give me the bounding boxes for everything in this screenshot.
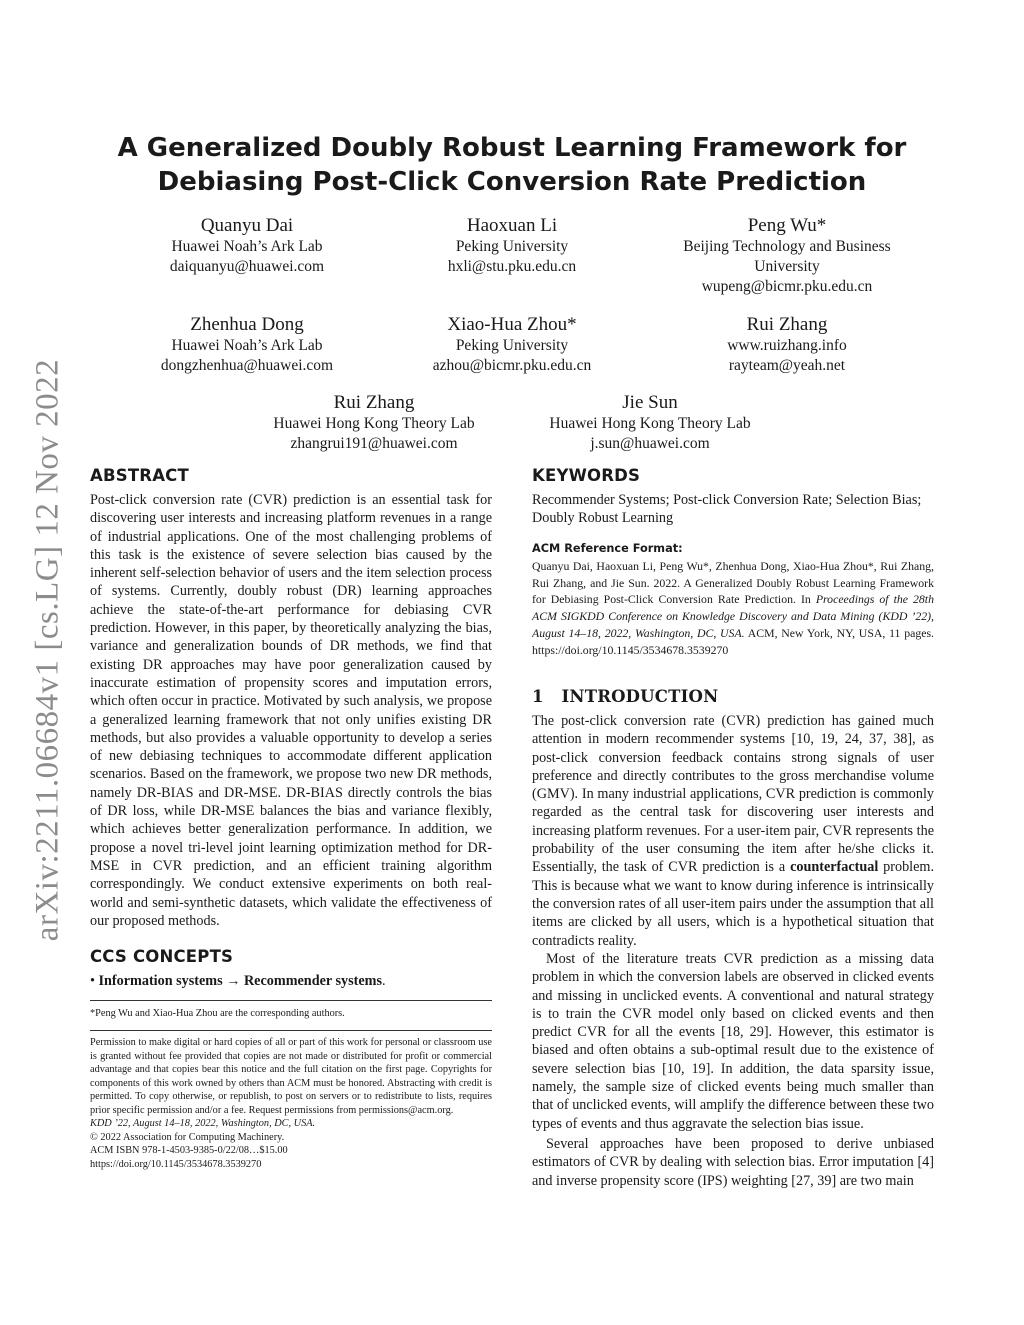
author-block bbox=[377, 215, 647, 277]
intro-paragraph-3: Several approaches have been proposed to derive unbiased estimators of CVR by dealing with selection bias. Error imputation [4] and inverse propensity score (IPS) weighting [27, 39] are two main bbox=[532, 1136, 934, 1189]
author-block bbox=[515, 392, 785, 454]
author-affiliation: Peking University bbox=[455, 337, 569, 354]
intro-emphasis: counterfactual bbox=[790, 859, 879, 876]
author-email: rayteam@yeah.net bbox=[728, 357, 846, 374]
permission-block bbox=[90, 1036, 492, 1171]
isbn-line: ACM ISBN 978-1-4503-9385-0/22/08…$15.00 bbox=[90, 1145, 288, 1156]
author-block bbox=[652, 215, 922, 297]
author-affiliation: Huawei Hong Kong Theory Lab bbox=[273, 415, 475, 432]
intro-text: The post-click conversion rate (CVR) prediction has gained much attention in modern recommender systems [10, 19, 24, 37, 38], as post-click conversion feedback contains strong signals of user preference and directly contributes to the gross merchandise volume (GMV). In many industrial applications, CVR prediction is commonly regarded as the central task for discovering user interests and increasing platform revenues. For a user-item pair, CVR represents the probability of the user consuming the item after he/she clicks it. Essentially, the task of CVR prediction is a bbox=[532, 713, 934, 876]
intro-paragraph-2: Most of the literature treats CVR prediction as a missing data problem in which the conversion labels are observed in clicked events and missing in unclicked events. A conventional and natural strategy is to train the CVR model only based on clicked events and then predict CVR for all the events [18, 29]. However, this estimator is biased and often obtains a sub-optimal result due to the existence of severe selection bias [10, 19]. In addition, the data sparsity issue, namely, the sample size of clicked events being much smaller than that of unclicked events, will amplify the difference between these two types of events and thus aggravate the selection bias issue. bbox=[532, 951, 934, 1132]
keywords-heading: KEYWORDS bbox=[532, 466, 641, 485]
ccs-heading: CCS CONCEPTS bbox=[90, 947, 234, 966]
author-block bbox=[112, 314, 382, 376]
footnote-divider bbox=[90, 1000, 492, 1001]
author-email: wupeng@bicmr.pku.edu.cn bbox=[701, 278, 873, 295]
doi-line[interactable]: https://doi.org/10.1145/3534678.3539270 bbox=[90, 1158, 262, 1170]
keywords-text: Recommender Systems; Post-click Conversion Rate; Selection Bias; Doubly Robust Learning bbox=[532, 492, 922, 527]
author-affiliation: Beijing Technology and Business bbox=[683, 238, 891, 255]
copyright-line: © 2022 Association for Computing Machinery. bbox=[90, 1131, 285, 1143]
author-name: Haoxuan Li bbox=[466, 215, 558, 236]
author-website: www.ruizhang.info bbox=[727, 337, 847, 354]
acm-reference-text bbox=[532, 558, 934, 658]
author-block bbox=[377, 314, 647, 376]
introduction-heading: 1 INTRODUCTION bbox=[532, 687, 719, 706]
ccs-item: Recommender systems bbox=[243, 973, 382, 989]
permission-divider bbox=[90, 1030, 492, 1031]
author-email: j.sun@huawei.com bbox=[590, 435, 710, 452]
author-block bbox=[112, 215, 382, 277]
intro-text: problem. This is because what we want to know during inference is intrinsically the conversion rates of all user-item pairs under the assumption that all items are clicked by all users, which is a hypothetical situation that contradicts reality. bbox=[532, 859, 934, 949]
author-name: Jie Sun bbox=[622, 392, 678, 413]
author-block bbox=[652, 314, 922, 376]
permission-text: Permission to make digital or hard copies of all or part of this work for personal or classroom use is granted without fee provided that copies are not made or distributed for profit or commercial advantage and that copies bear this notice and the full citation on the first page. Copyrights for components of this work owned by others than ACM must be honored. Abstracting with credit is permitted. To copy otherwise, or republish, to post on servers or to redistribute to lists, requires prior specific permission and/or a fee. Request permissions from permissions@acm.org. bbox=[90, 1037, 492, 1116]
author-name: Rui Zhang bbox=[746, 314, 828, 335]
abstract-heading: ABSTRACT bbox=[90, 466, 189, 485]
ccs-end: . bbox=[381, 973, 386, 989]
author-email: dongzhenhua@huawei.com bbox=[160, 357, 334, 374]
author-block bbox=[239, 392, 509, 454]
author-email: hxli@stu.pku.edu.cn bbox=[447, 258, 577, 275]
author-affiliation: Huawei Noah’s Ark Lab bbox=[171, 238, 323, 255]
corresponding-author-footnote: *Peng Wu and Xiao-Hua Zhou are the corresponding authors. bbox=[90, 1008, 345, 1019]
venue-line: KDD ’22, August 14–18, 2022, Washington, DC, USA. bbox=[90, 1118, 316, 1129]
acm-reference-authors: Quanyu Dai, Haoxuan Li, Peng Wu*, Zhenhua Dong, Xiao-Hua Zhou*, Rui Zhang, Rui Zhang, and Jie Sun. 2022. A Generalized Doubly Robust Learning Framework for Debiasing Post-Click Conversion Rate Prediction. In bbox=[532, 559, 934, 607]
intro-paragraph-1 bbox=[532, 712, 934, 950]
acm-reference-publisher: ACM, New York, NY, USA, 11 pages. https://doi.org/10.1145/3534678.3539270 bbox=[532, 625, 935, 657]
author-affiliation: Huawei Noah’s Ark Lab bbox=[171, 337, 323, 354]
author-email: daiquanyu@huawei.com bbox=[169, 258, 325, 275]
author-email: zhangrui191@huawei.com bbox=[290, 435, 458, 452]
paper-title: A Generalized Doubly Robust Learning Framework for Debiasing Post-Click Conversion Rate Prediction bbox=[117, 133, 907, 197]
author-name: Zhenhua Dong bbox=[190, 314, 304, 335]
author-affiliation: Peking University bbox=[455, 238, 569, 255]
acm-reference-proceedings: Proceedings of the 28th ACM SIGKDD Conference on Knowledge Discovery and Data Mining (KDD ’22), August 14–18, 2022, Washington, DC, USA. bbox=[532, 592, 934, 640]
ccs-concepts bbox=[90, 972, 492, 990]
author-name: Xiao-Hua Zhou* bbox=[447, 314, 577, 335]
author-name: Peng Wu* bbox=[747, 215, 827, 236]
bullet-icon: • bbox=[90, 973, 95, 989]
arrow-right-icon: → bbox=[226, 973, 241, 989]
author-affiliation: University bbox=[754, 258, 820, 275]
ccs-item: Information systems bbox=[98, 973, 223, 989]
author-email: azhou@bicmr.pku.edu.cn bbox=[432, 357, 592, 374]
author-name: Quanyu Dai bbox=[200, 215, 294, 236]
arxiv-identifier: arXiv:2211.06684v1 [cs.LG] 12 Nov 2022 bbox=[29, 358, 66, 942]
abstract-text: Post-click conversion rate (CVR) prediction is an essential task for discovering user interests and increasing platform revenues in a range of industrial applications. One of the most challenging problems of this task is the existence of severe selection bias caused by the inherent self-selection behavior of users and the item selection process of systems. Currently, doubly robust (DR) learning approaches achieve the state-of-the-art performance for debiasing CVR prediction. However, in this paper, by theoretically analyzing the bias, variance and generalization bounds of DR methods, we find that existing DR approaches may have poor generalization caused by inaccurate estimation of propensity scores and imputation errors, which often occur in practice. Motivated by such analysis, we propose a generalized learning framework that not only unifies existing DR methods, but also provides a valuable opportunity to develop a series of new debiasing techniques to accommodate different application scenarios. Based on the framework, we propose two new DR methods, namely DR-BIAS and DR-MSE. DR-BIAS directly controls the bias of DR loss, while DR-MSE balances the bias and variance flexibly, which achieves better generalization performance. In addition, we propose a novel tri-level joint learning optimization method for DR-MSE in CVR prediction, and an efficient training algorithm correspondingly. We conduct extensive experiments on both real-world and semi-synthetic datasets, which validate the effectiveness of our proposed methods. bbox=[90, 492, 492, 929]
author-name: Rui Zhang bbox=[333, 392, 415, 413]
author-affiliation: Huawei Hong Kong Theory Lab bbox=[549, 415, 751, 432]
acm-reference-heading: ACM Reference Format: bbox=[532, 542, 683, 555]
